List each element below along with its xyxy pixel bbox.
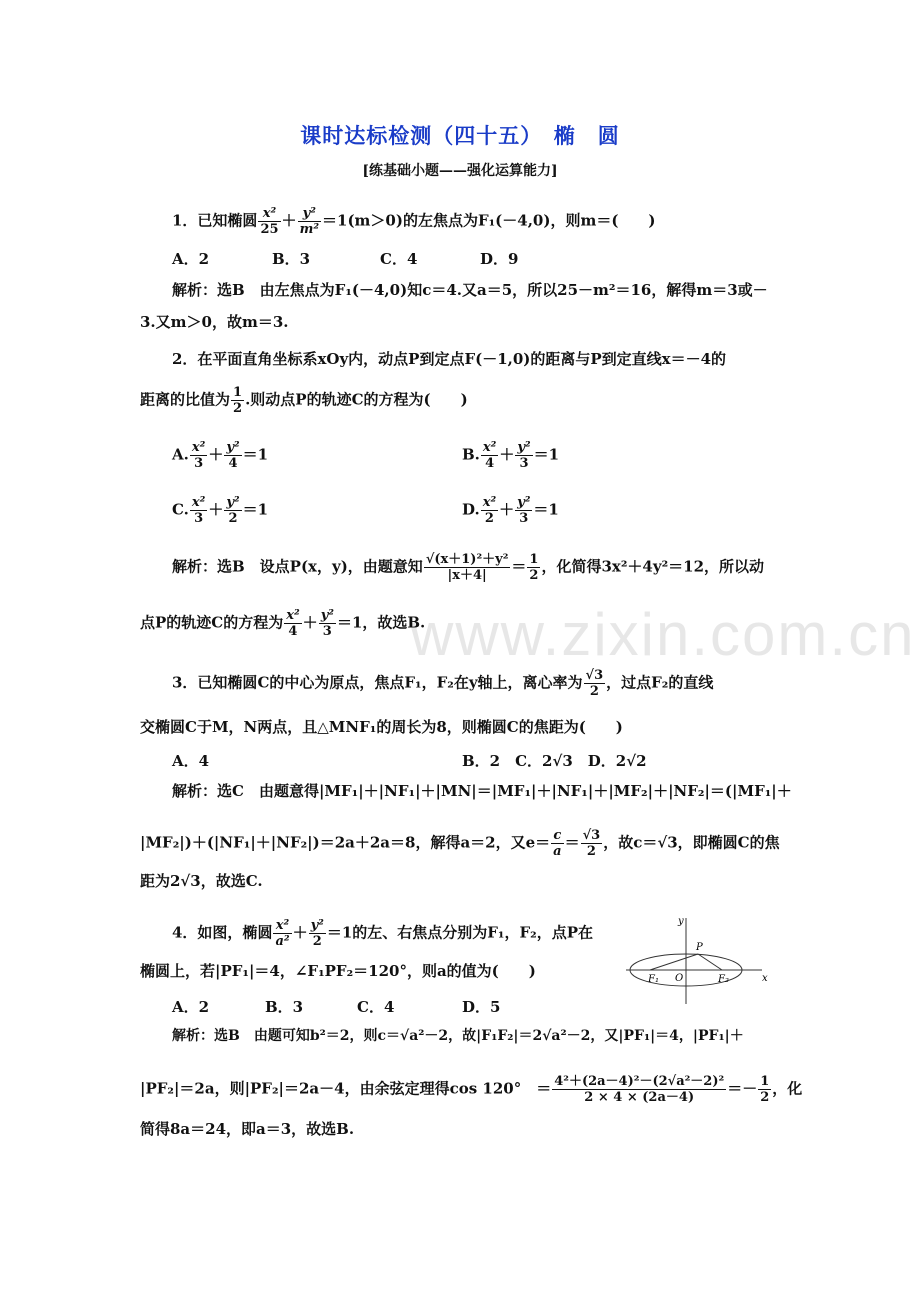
q2-sol2-d1: 4: [288, 624, 298, 639]
q2-a-n2: y²: [226, 440, 240, 455]
q1-frac-y: [298, 206, 321, 237]
q2-c-d2: 2: [228, 511, 238, 526]
q2-option-b-label: B.: [462, 445, 480, 464]
q2-d-d1: 2: [484, 511, 494, 526]
q2-sol-half-num: 1: [529, 552, 539, 567]
q2-a-frac2: [224, 440, 241, 471]
q2-sol2-d2: 3: [322, 624, 332, 639]
q4-d2: 2: [312, 934, 322, 949]
q4-sol2-text-c: ，化: [772, 1079, 803, 1098]
q1-option-b: B．3: [272, 250, 311, 268]
q2-b-frac2: [515, 440, 532, 471]
q2-option-c: C. $\frac{\text{x²}}{3}$ ＋ $\frac{\text{y²}}{2}$ ＝1: [172, 495, 269, 526]
q3-ecc-num: √3: [585, 668, 604, 683]
q4-stem-text-b: ＝1的左、右焦点分别为F₁，F₂，点P在: [326, 923, 594, 942]
q1-option-d: D．9: [480, 250, 519, 268]
q2-a-d2: 4: [228, 456, 238, 471]
q2-solution-line2: 点P的轨迹C的方程为 $\frac{\text{x²}}{4}$ ＋ $\frac{\text{y²}}{3}$ ＝1，故选B.: [140, 608, 426, 639]
q1-frac-y-den: m²: [299, 222, 320, 237]
q4-sol2-half: [758, 1074, 771, 1105]
q4-d1: a²: [275, 934, 290, 949]
q3-options-bcd: B．2 C．2√3 D．2√2: [462, 752, 647, 770]
q1-solution-line2: 3.又m＞0，故m＝3.: [140, 313, 289, 331]
q2-option-d: D. $\frac{\text{x²}}{2}$ ＋ $\frac{\text{y²}}{3}$ ＝1: [462, 495, 559, 526]
watermark: www.zixin.com.cn: [410, 601, 916, 668]
q1-frac-x: [258, 206, 280, 237]
q2-a-frac1: [190, 440, 207, 471]
q3-sol2-frac-ca: [551, 828, 563, 859]
q2-stem-text-a: 距离的比值为: [140, 390, 231, 409]
q3-stem-line2: 交椭圆C于M，N两点，且△MNF₁的周长为8，则椭圆C的焦距为( ): [140, 718, 623, 736]
q2-b-d2: 3: [519, 456, 529, 471]
q2-sol-half: [527, 552, 540, 583]
q2-a-d1: 3: [194, 456, 204, 471]
fig-label-p: P: [696, 942, 703, 953]
q3-sol2-c: c: [551, 828, 563, 844]
q2-option-a: A. $\frac{\text{x²}}{3}$ ＋ $\frac{\text{y²}}{4}$ ＝1: [172, 440, 269, 471]
segment-f2-p: [698, 954, 722, 970]
q3-sol2-root3: √3: [582, 828, 601, 843]
q4-stem-text-a: 4．如图，椭圆: [172, 923, 273, 942]
q4-sol2-half-num: 1: [760, 1074, 770, 1089]
q4-frac-x: [273, 918, 291, 949]
q4-option-a: A．2: [172, 998, 210, 1016]
q3-sol2-frac-root: [581, 828, 603, 859]
q2-option-a-label: A.: [172, 445, 189, 464]
q2-b-d1: 4: [485, 456, 495, 471]
q2-b-tail: ＝1: [533, 445, 560, 464]
q2-stem-line1: 2．在平面直角坐标系xOy内，动点P到定点F(－1,0)的距离与P到定直线x＝－4的: [172, 350, 727, 368]
q1-option-c: C．4: [380, 250, 418, 268]
q4-stem-line1: 4．如图，椭圆 $\frac{\text{x²}}{\text{a²}}$ ＋ $\frac{\text{y²}}{2}$ ＝1的左、右焦点分别为F₁，F₂，点P在: [172, 918, 594, 949]
fig-label-y: y: [678, 916, 684, 927]
q2-sol2-frac1: [284, 608, 301, 639]
q2-d-n2: y²: [517, 495, 531, 510]
q2-c-frac2: [224, 495, 241, 526]
q2-b-n1: x²: [482, 440, 497, 455]
q2-sol-text-b: ，化简得3x²＋4y²＝12，所以动: [541, 557, 765, 576]
q1-option-a: A．2: [172, 250, 210, 268]
q3-sol2-eq: ＝: [564, 833, 580, 852]
q2-b-n2: y²: [517, 440, 531, 455]
fig-label-f1: F₁: [648, 974, 659, 985]
q4-solution-line2: [140, 1074, 803, 1105]
q4-solution-line1: 解析：选B 由题可知b²＝2，则c＝√a²－2，故|F₁F₂|＝2√a²－2，又|PF₁|＝4，|PF₁|＋: [172, 1028, 744, 1044]
q2-a-tail: ＝1: [242, 445, 269, 464]
q2-option-d-label: D.: [462, 500, 480, 519]
q2-sol2-n2: y²: [320, 608, 334, 623]
q4-option-d: D．5: [462, 998, 501, 1016]
q2-b-frac1: [481, 440, 498, 471]
q4-sol2-num: 4²＋(2a－4)²－(2√a²－2)²: [554, 1074, 725, 1089]
q2-stem-text-b: .则动点P的轨迹C的方程为( ): [245, 390, 468, 409]
q2-c-n2: y²: [226, 495, 240, 510]
q2-half-den: 2: [233, 401, 243, 416]
fig-label-f2: F₂: [718, 974, 729, 985]
q1-frac-x-num: x²: [258, 206, 280, 222]
q1-stem: [172, 206, 822, 237]
q4-option-c: C．4: [357, 998, 395, 1016]
q4-sol2-half-den: 2: [760, 1090, 770, 1105]
q2-frac-half: [231, 385, 244, 416]
q1-stem-text-a: 1．已知椭圆: [172, 211, 258, 230]
q3-solution-line3: 距为2√3，故选C.: [140, 872, 263, 890]
q1-frac-y-num: y²: [298, 206, 321, 222]
fig-label-o: O: [675, 973, 684, 984]
q1-solution-line1: 解析：选B 由左焦点为F₁(－4,0)知c＝4.又a＝5，所以25－m²＝16，解得m＝3或－: [172, 281, 768, 299]
fig-label-x: x: [762, 973, 768, 984]
q2-c-d1: 3: [194, 511, 204, 526]
q2-d-frac1: [481, 495, 498, 526]
q2-option-c-label: C.: [172, 500, 189, 519]
ellipse-figure: [622, 914, 772, 1006]
q1-plus: ＋: [281, 211, 297, 230]
q4-sol2-eq: ＝－: [727, 1079, 758, 1098]
q3-sol2-text-a: |MF₂|)＋(|NF₁|＋|NF₂|)＝2a＋2a＝8，解得a＝2，又e＝: [140, 833, 551, 852]
q3-sol2-text-c: ，故c＝√3，即椭圆C的焦: [603, 833, 780, 852]
q4-sol2-text-a: |PF₂|＝2a，则|PF₂|＝2a－4，由余弦定理得cos 120° ＝: [140, 1079, 552, 1098]
q3-stem-text-b: ，过点F₂的直线: [606, 673, 714, 692]
q1-frac-x-den: 25: [260, 222, 279, 237]
q2-sol-frac: [424, 552, 511, 583]
q1-stem-text-b: ＝1(m＞0)的左焦点为F₁(－4,0)，则m＝( ): [322, 211, 656, 230]
q2-option-b: B. $\frac{\text{x²}}{4}$ ＋ $\frac{\text{y²}}{3}$ ＝1: [462, 440, 560, 471]
q3-solution-line2: [140, 828, 790, 859]
q2-sol2-text-b: ＝1，故选B.: [336, 613, 426, 632]
q4-sol2-cos-frac: [552, 1074, 726, 1105]
q4-stem-line2: 椭圆上，若|PF₁|＝4，∠F₁PF₂＝120°，则a的值为( ): [140, 962, 536, 980]
q2-half-num: 1: [233, 385, 243, 400]
q4-solution-line3: 简得8a＝24，即a＝3，故选B.: [140, 1120, 355, 1138]
q3-sol2-two: 2: [586, 844, 596, 859]
q2-d-n1: x²: [482, 495, 497, 510]
q4-n2: y²: [310, 918, 324, 933]
q2-d-frac2: [515, 495, 532, 526]
q4-sol2-den: 2 × 4 × (2a－4): [584, 1090, 695, 1105]
q3-stem-line1: [172, 668, 822, 699]
page-title: 课时达标检测（四十五） 椭 圆: [300, 123, 620, 148]
q3-ecc-frac: [584, 668, 606, 699]
q4-option-b: B．3: [265, 998, 304, 1016]
q2-c-frac1: [190, 495, 207, 526]
q2-sol-eq: ＝: [511, 557, 527, 576]
q3-stem-text-a: 3．已知椭圆C的中心为原点，焦点F₁，F₂在y轴上，离心率为: [172, 673, 583, 692]
q3-solution-line1: 解析：选C 由题意得|MF₁|＋|NF₁|＋|MN|＝|MF₁|＋|NF₁|＋|MF₂|＋|NF₂|＝(|MF₁|＋: [172, 782, 792, 800]
q3-option-a: A．4: [172, 752, 210, 770]
q2-sol2-text-a: 点P的轨迹C的方程为: [140, 613, 284, 632]
q2-sol2-frac2: [319, 608, 336, 639]
q2-sol-frac-num: √(x＋1)²＋y²: [425, 552, 509, 567]
q3-sol2-a: a: [553, 844, 562, 859]
q2-d-tail: ＝1: [533, 500, 559, 519]
q2-sol2-n1: x²: [286, 608, 300, 623]
q2-a-n1: x²: [191, 440, 206, 455]
q3-ecc-den: 2: [589, 684, 599, 699]
q2-sol-frac-den: |x＋4|: [447, 568, 487, 583]
q2-sol-text-a: 解析：选B 设点P(x，y)，由题意知: [172, 557, 423, 576]
q2-c-tail: ＝1: [242, 500, 269, 519]
q4-frac-y: [309, 918, 326, 949]
q2-stem-line2: [140, 385, 790, 416]
q2-d-d2: 3: [519, 511, 529, 526]
q4-n1: x²: [273, 918, 291, 934]
q2-sol-half-den: 2: [529, 568, 539, 583]
section-subtitle: [练基础小题——强化运算能力]: [362, 163, 558, 179]
q2-c-n1: x²: [191, 495, 206, 510]
q2-solution-line1: [172, 552, 822, 583]
